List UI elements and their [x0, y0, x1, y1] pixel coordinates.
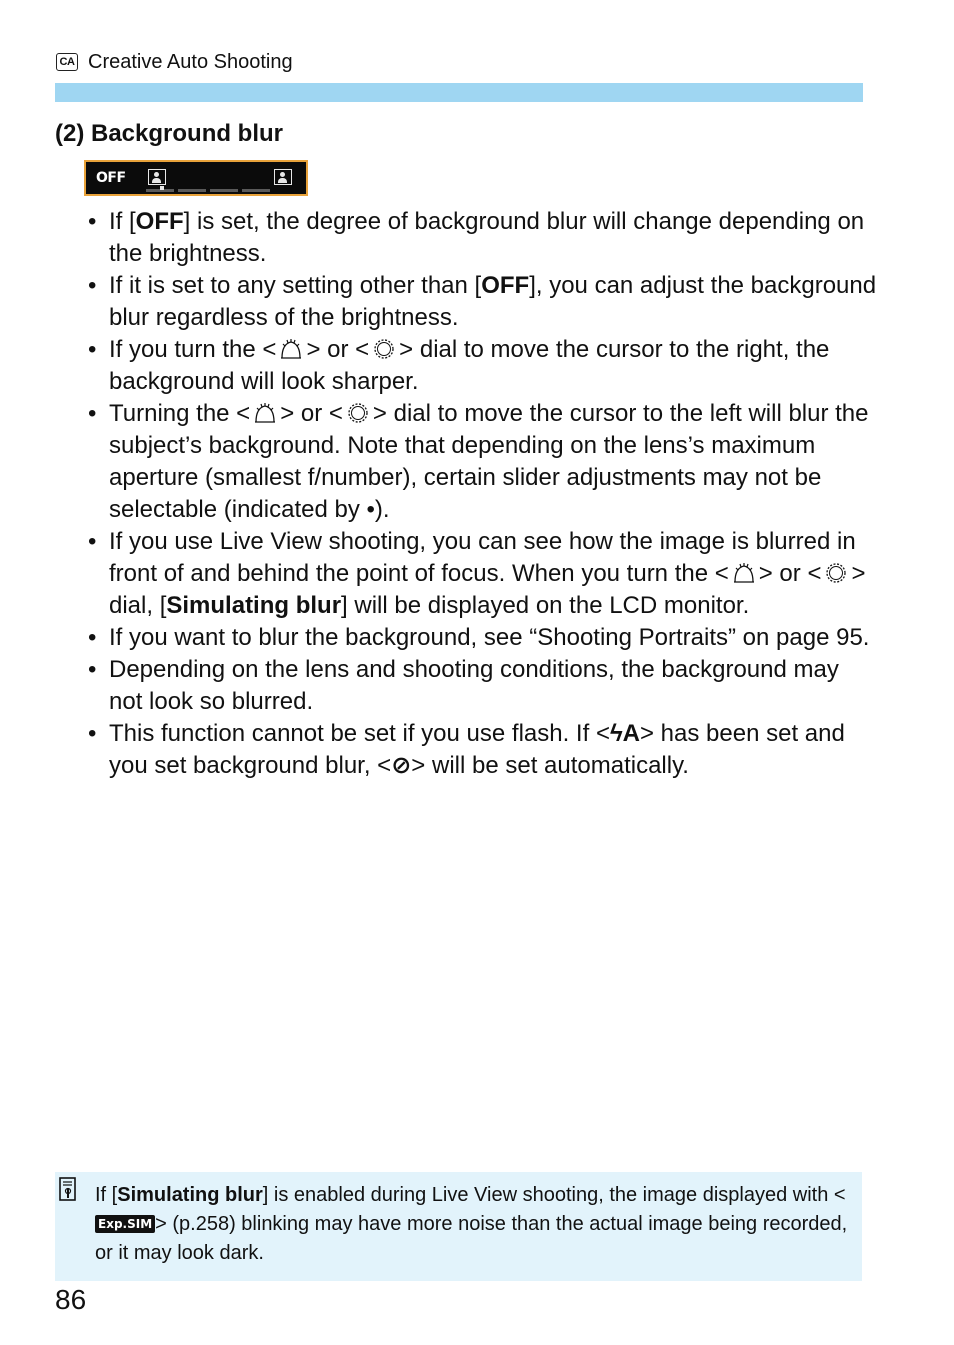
list-item: • If you use Live View shooting, you can see how the image is blurred in front of and behind the point of focus. When you turn the < > or < > dial, [Simulating blur] will be displayed on the LCD monitor. [88, 528, 866, 619]
slider-cursor [160, 186, 164, 190]
list-item: • If [OFF] is set, the degree of background blur will change depending on the brightness. [88, 208, 865, 267]
portrait-sharp-icon [274, 169, 292, 185]
running-header [56, 48, 293, 76]
main-dial-icon [279, 337, 303, 359]
list-item: • If it is set to any setting other than [OFF], you can adjust the background blur regardless of the brightness. [88, 272, 877, 331]
section-title: (2) Background blur [55, 120, 284, 147]
flash-auto-icon: ϟA [609, 720, 640, 747]
main-dial-icon [732, 561, 756, 583]
quick-control-dial-icon [372, 337, 396, 359]
list-item: • Depending on the lens and shooting conditions, the background may not look so blurred. [88, 656, 839, 715]
list-item: • This function cannot be set if you use flash. If <ϟA> has been set and you set background blur, <⊘> will be set automatically. [88, 720, 845, 779]
list-item: • If you turn the < > or < > dial to move the cursor to the right, the background will look sharper. [88, 336, 830, 395]
creative-auto-icon: CA [56, 53, 78, 71]
portrait-blur-icon [148, 169, 166, 185]
quick-control-dial-icon [346, 401, 370, 423]
quick-control-dial-icon [824, 561, 848, 583]
list-item: • Turning the < > or < > dial to move the cursor to the left will blur the subject’s background. Note that depending on the lens’s maximum aperture (smallest f/number), certain slider adjustments may not be selectable (indicated by •). [88, 400, 869, 523]
note-box [55, 1172, 862, 1281]
exposure-simulation-icon: Exp.SIM [95, 1215, 155, 1233]
slider-off-label: OFF [96, 170, 126, 186]
slider-track-segment [242, 189, 270, 192]
page-number: 86 [55, 1284, 87, 1315]
flash-off-icon: ⊘ [391, 752, 412, 779]
note-text: If [Simulating blur] is enabled during Live View shooting, the image displayed with <Exp.SIM > (p.258) blinking may have more noise than the actual image being recorded, or it may look dark. [95, 1184, 848, 1264]
list-item: • If you want to blur the background, see “Shooting Portraits” on page 95. [88, 624, 870, 651]
header-title: Creative Auto Shooting [88, 50, 293, 73]
memo-note-icon [58, 1176, 78, 1204]
header-color-bar [55, 83, 863, 102]
slider-track-segment [210, 189, 238, 192]
bullet-list [88, 206, 878, 782]
main-dial-icon [253, 401, 277, 423]
slider-track-segment [178, 189, 206, 192]
background-blur-slider [84, 160, 308, 196]
